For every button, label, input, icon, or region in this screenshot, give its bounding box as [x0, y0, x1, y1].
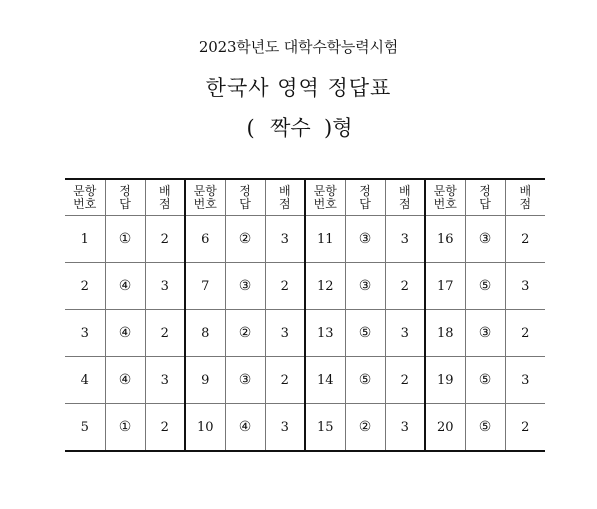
points-cell: 3	[385, 216, 425, 263]
points-cell: 3	[145, 263, 185, 310]
answer-cell: ⑤	[465, 357, 505, 404]
points-cell: 2	[505, 404, 545, 452]
answer-table	[65, 178, 545, 452]
points-cell: 3	[385, 404, 425, 452]
header-answer: 정 답	[345, 179, 385, 216]
answer-cell: ③	[465, 216, 505, 263]
answer-cell: ①	[105, 404, 145, 452]
question-number-cell: 10	[185, 404, 225, 452]
question-number-cell: 3	[65, 310, 105, 357]
answer-cell: ④	[105, 310, 145, 357]
header-points: 배 점	[145, 179, 185, 216]
header-points: 배 점	[505, 179, 545, 216]
answer-cell: ④	[105, 357, 145, 404]
points-cell: 2	[265, 357, 305, 404]
points-cell: 2	[385, 263, 425, 310]
form-type-value: 짝수	[270, 116, 311, 140]
header-answer: 정 답	[465, 179, 505, 216]
table-row	[65, 263, 545, 310]
question-number-cell: 13	[305, 310, 345, 357]
answer-cell: ④	[105, 263, 145, 310]
answer-cell: ②	[225, 310, 265, 357]
points-cell: 3	[265, 404, 305, 452]
question-number-cell: 5	[65, 404, 105, 452]
question-number-cell: 15	[305, 404, 345, 452]
answer-cell: ⑤	[345, 310, 385, 357]
question-number-cell: 16	[425, 216, 465, 263]
header-answer: 정 답	[105, 179, 145, 216]
points-cell: 2	[385, 357, 425, 404]
form-type	[0, 112, 597, 142]
question-number-cell: 20	[425, 404, 465, 452]
question-number-cell: 7	[185, 263, 225, 310]
table-row	[65, 404, 545, 452]
question-number-cell: 18	[425, 310, 465, 357]
points-cell: 3	[385, 310, 425, 357]
question-number-cell: 14	[305, 357, 345, 404]
header-points: 배 점	[385, 179, 425, 216]
question-number-cell: 6	[185, 216, 225, 263]
question-number-cell: 2	[65, 263, 105, 310]
points-cell: 2	[505, 216, 545, 263]
subject-title: 한국사 영역 정답표	[205, 76, 392, 100]
question-number-cell: 11	[305, 216, 345, 263]
points-cell: 2	[145, 310, 185, 357]
points-cell: 2	[505, 310, 545, 357]
points-cell: 3	[505, 263, 545, 310]
table-row	[65, 310, 545, 357]
points-cell: 3	[145, 357, 185, 404]
answer-cell: ⑤	[465, 263, 505, 310]
header-points: 배 점	[265, 179, 305, 216]
points-cell: 2	[265, 263, 305, 310]
header-answer: 정 답	[225, 179, 265, 216]
question-number-cell: 17	[425, 263, 465, 310]
question-number-cell: 4	[65, 357, 105, 404]
answer-cell: ③	[225, 263, 265, 310]
answer-cell: ③	[465, 310, 505, 357]
answer-cell: ⑤	[465, 404, 505, 452]
answer-cell: ③	[345, 263, 385, 310]
question-number-cell: 1	[65, 216, 105, 263]
points-cell: 2	[145, 216, 185, 263]
answer-cell: ④	[225, 404, 265, 452]
answer-cell: ③	[345, 216, 385, 263]
exam-title: 2023학년도 대학수학능력시험	[198, 38, 399, 56]
points-cell: 3	[265, 216, 305, 263]
form-type-close: )형	[324, 116, 353, 140]
answer-cell: ②	[225, 216, 265, 263]
header-row	[65, 179, 545, 216]
answer-cell: ②	[345, 404, 385, 452]
answer-cell: ⑤	[345, 357, 385, 404]
answer-cell: ①	[105, 216, 145, 263]
table-row	[65, 357, 545, 404]
question-number-cell: 9	[185, 357, 225, 404]
question-number-cell: 12	[305, 263, 345, 310]
points-cell: 2	[145, 404, 185, 452]
answer-table-body	[65, 216, 545, 452]
header-question-number: 문항 번호	[185, 179, 225, 216]
question-number-cell: 19	[425, 357, 465, 404]
header-question-number: 문항 번호	[65, 179, 105, 216]
header-question-number: 문항 번호	[305, 179, 345, 216]
question-number-cell: 8	[185, 310, 225, 357]
answer-cell: ③	[225, 357, 265, 404]
points-cell: 3	[265, 310, 305, 357]
header-question-number: 문항 번호	[425, 179, 465, 216]
table-row	[65, 216, 545, 263]
points-cell: 3	[505, 357, 545, 404]
form-type-open: (	[246, 116, 255, 140]
